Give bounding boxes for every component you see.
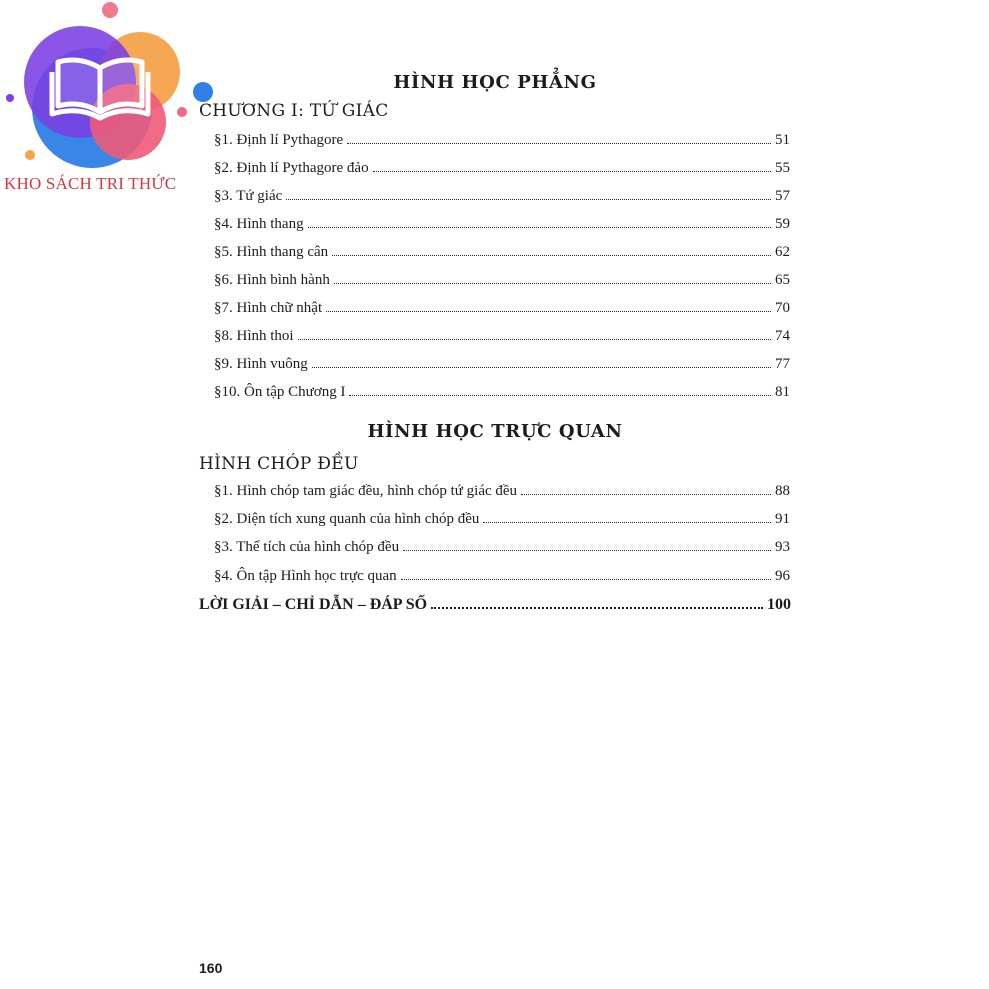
dot-leader [298, 339, 771, 340]
dot-leader [312, 367, 771, 368]
toc-entry[interactable] [214, 272, 790, 292]
toc-entry[interactable] [214, 244, 790, 264]
brand-name: KHO SÁCH TRI THỨC [4, 174, 177, 193]
toc-entry-page: 77 [775, 356, 790, 372]
toc-entry[interactable] [214, 568, 790, 588]
toc-entry-page: 96 [775, 568, 790, 584]
toc-entry[interactable] [214, 483, 790, 503]
toc-entry-page: 70 [775, 300, 790, 316]
toc-entry-label: §3. Thể tích của hình chóp đều [214, 539, 400, 555]
toc-entry-label: §9. Hình vuông [214, 356, 308, 372]
toc-entry[interactable] [214, 188, 790, 208]
toc-entry-page: 57 [775, 188, 790, 204]
dot-leader [286, 199, 771, 200]
dot-leader [521, 494, 771, 495]
dot-leader [332, 255, 771, 256]
toc-entry-label: §4. Ôn tập Hình học trực quan [214, 568, 397, 584]
toc-entry[interactable] [214, 160, 790, 180]
toc-entry-label: §2. Định lí Pythagore đảo [214, 160, 369, 176]
toc-entry-page: 55 [775, 160, 790, 176]
chapter-title-quadrilaterals: CHƯƠNG I: TỨ GIÁC [199, 101, 389, 121]
toc-entry[interactable] [214, 384, 790, 404]
dot-leader [401, 579, 771, 580]
dot-leader [349, 395, 771, 396]
toc-entry-page: 65 [775, 272, 790, 288]
toc-entry-label: §1. Hình chóp tam giác đều, hình chóp tứ giác đều [214, 483, 518, 499]
toc-entry-page: 93 [775, 539, 790, 555]
dot-leader [373, 171, 771, 172]
dot-leader [431, 607, 763, 609]
toc-entry[interactable] [214, 132, 790, 152]
toc-entry-label: §10. Ôn tập Chương I [214, 384, 346, 400]
toc-entry-label: §6. Hình bình hành [214, 272, 330, 288]
dot-leader [308, 227, 771, 228]
toc-entry-page: 62 [775, 244, 790, 260]
dot-leader [483, 522, 771, 523]
toc-entry[interactable] [214, 539, 790, 559]
toc-entry-page: 100 [767, 596, 791, 613]
chapter-title-regular-pyramids: HÌNH CHÓP ĐỀU [199, 454, 359, 474]
toc-entry[interactable] [214, 511, 790, 531]
dot-leader [334, 283, 771, 284]
dot-leader [403, 550, 771, 551]
toc-entry-label: §7. Hình chữ nhật [214, 300, 323, 316]
toc-entry-page: 81 [775, 384, 790, 400]
toc-entry-answers[interactable] [199, 596, 791, 616]
toc-entry-page: 51 [775, 132, 790, 148]
toc-entry-page: 59 [775, 216, 790, 232]
dot-leader [326, 311, 771, 312]
part-title-visual-geometry: HÌNH HỌC TRỰC QUAN [367, 421, 623, 442]
toc-entry-label: LỜI GIẢI – CHỈ DẪN – ĐÁP SỐ [199, 596, 428, 613]
dot-leader [347, 143, 771, 144]
toc-entry-page: 74 [775, 328, 790, 344]
toc-entry-label: §2. Diện tích xung quanh của hình chóp đều [214, 511, 480, 527]
toc-entry-label: §5. Hình thang cân [214, 244, 329, 260]
part-title-plane-geometry: HÌNH HỌC PHẲNG [393, 72, 597, 93]
page-number: 160 [199, 960, 223, 976]
toc-entry-label: §8. Hình thoi [214, 328, 294, 344]
toc-entry-label: §1. Định lí Pythagore [214, 132, 344, 148]
toc-entry-page: 91 [775, 511, 790, 527]
toc-entry[interactable] [214, 216, 790, 236]
toc-entry[interactable] [214, 328, 790, 348]
toc-entry-label: §3. Tứ giác [214, 188, 283, 204]
toc-entry-page: 88 [775, 483, 790, 499]
toc-entry[interactable] [214, 356, 790, 376]
toc-entry-label: §4. Hình thang [214, 216, 304, 232]
toc-entry[interactable] [214, 300, 790, 320]
